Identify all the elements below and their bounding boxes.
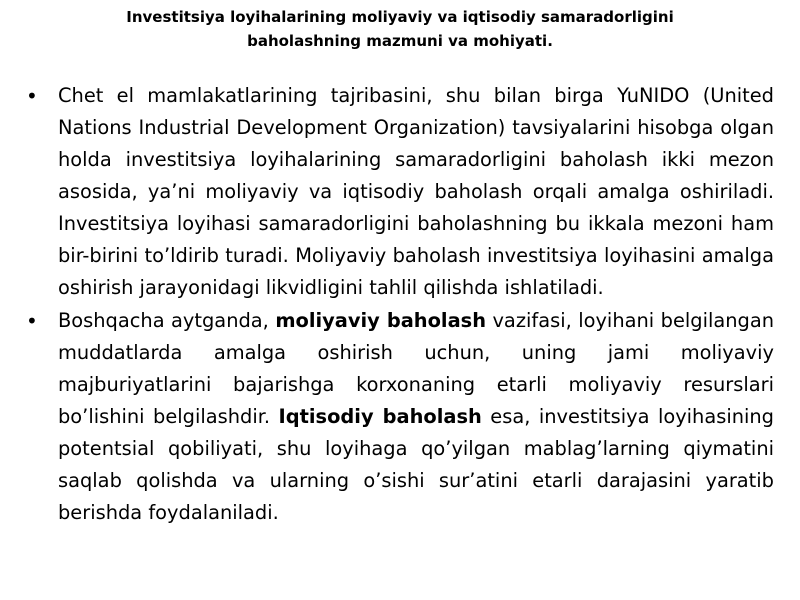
slide-title	[80, 5, 720, 53]
bullet-item-1	[22, 80, 774, 304]
bullet-dot-icon: •	[26, 84, 38, 108]
bullet-2-text-part-1: Boshqacha aytganda,	[58, 309, 276, 332]
bullet-item-2	[22, 305, 774, 529]
bullet-1-text: Chet el mamlakatlarining tajribasini, shu bilan birga YuNIDO (United Nations Industrial Development Organization) tavsiyalarini hisobga olgan holda investitsiya loyihalarining samaradorligini baholash ikki mezon asosida, ya’ni moliyaviy va iqtisodiy baholash orqali amalga oshiriladi. Investitsiya loyihasi samaradorligini baholashning bu ikkala mezoni ham bir-birini to’ldirib turadi. Moliyaviy baholash investitsiya loyihasini amalga oshirish jarayonidagi likvidligini tahlil qilishda ishlatiladi.	[58, 84, 774, 299]
bullet-2-bold-term-2: Iqtisodiy baholash	[278, 405, 482, 428]
title-line-2: baholashning mazmuni va mohiyati.	[247, 32, 553, 50]
bullet-dot-icon: •	[26, 309, 38, 333]
bullet-2-text-part-2: vazifasi, loyihani belgilangan muddatlarda amalga oshirish uchun, uning jami moliyaviy majburiyatlarini bajarishga korxonaning etarli moliyaviy resurslari bo’lishini belgilashdir.	[58, 309, 774, 428]
title-line-1: Investitsiya loyihalarining moliyaviy va iqtisodiy samaradorligini	[126, 8, 674, 26]
bullet-list	[22, 80, 774, 530]
bullet-2-bold-term-1: moliyaviy baholash	[275, 309, 486, 332]
bullet-2-text-part-3: esa, investitsiya loyihasining potentsial qobiliyati, shu loyihaga qo’yilgan mablag’larning qiymatini saqlab qolishda va ularning o’sishi sur’atini etarli darajasini yaratib berishda foydalaniladi.	[58, 405, 774, 524]
